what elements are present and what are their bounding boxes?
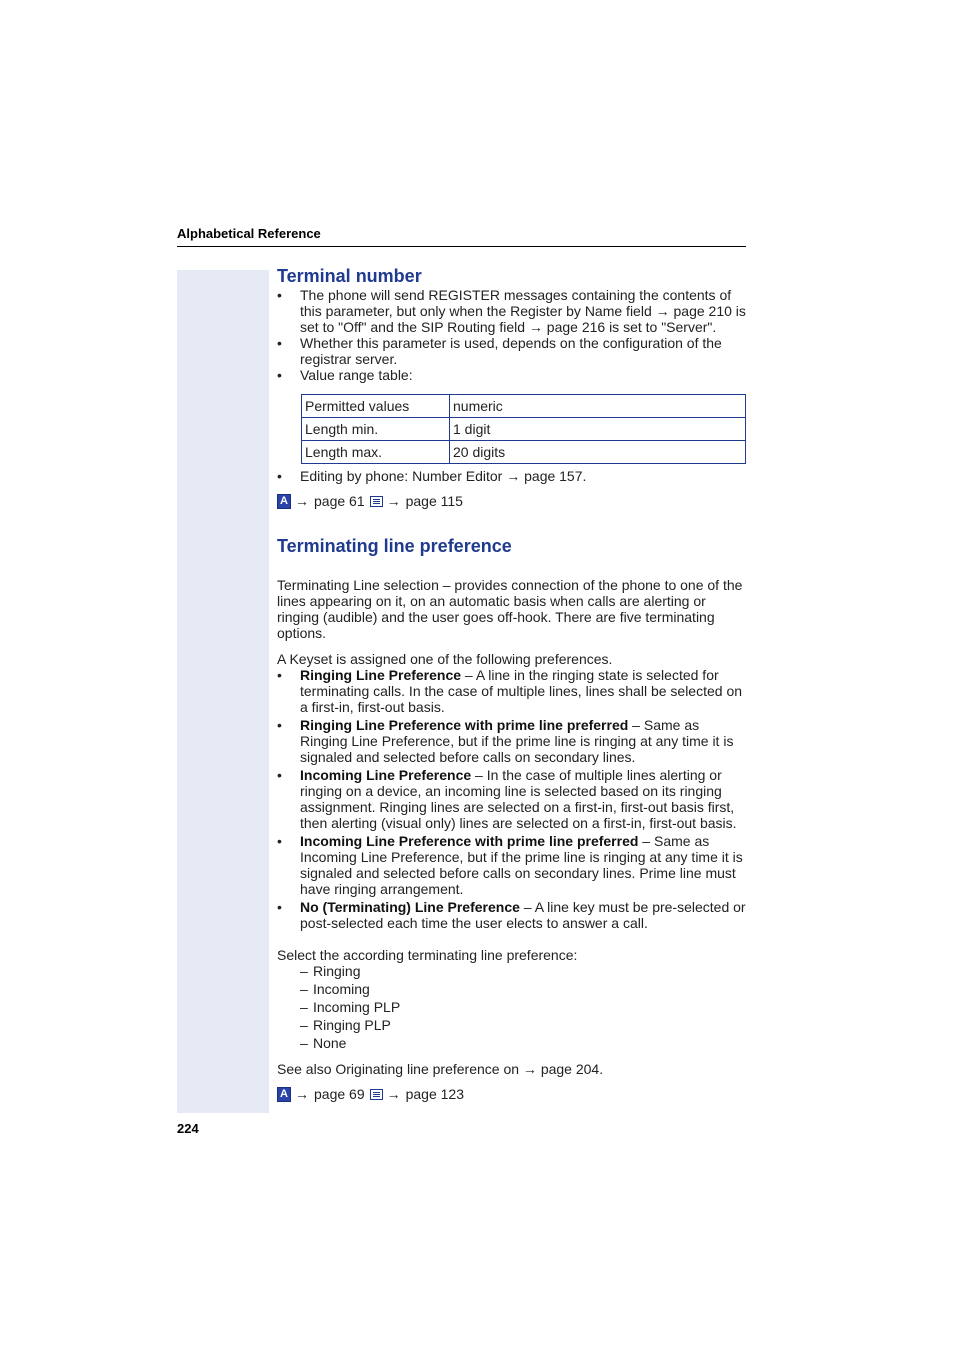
table-row: [302, 395, 746, 418]
page-number: 224: [177, 1121, 199, 1136]
arrow-right-icon: →: [295, 1086, 309, 1102]
main-content: [277, 265, 747, 1102]
table-cell: Length max.: [302, 441, 450, 464]
list-item: [277, 717, 747, 765]
preference-desc: – A line in the ringing state is selected for terminating calls. In the case of multiple lines, lines shall be selected on a first-in, first-out basis.: [300, 667, 743, 715]
list-item: – Ringing PLP: [300, 1017, 747, 1033]
list-item: • The phone will send REGISTER messages containing the contents of this parameter, but only when the Register by Name field → page 210 is set to "Off" and the SIP Routing field → page 216 is set to "Server".: [277, 287, 747, 335]
preferences-list: [277, 667, 747, 931]
table-row: [302, 441, 746, 464]
page-link[interactable]: page 115: [405, 493, 463, 509]
page-link[interactable]: page 61: [314, 493, 365, 509]
list-item: [277, 833, 747, 897]
preference-term: Ringing Line Preference with prime line preferred: [300, 717, 629, 733]
list-item: [277, 667, 747, 715]
list-item: • Editing by phone: Number Editor → page 157.: [277, 468, 747, 484]
preference-desc: – A line key must be pre-selected or post-selected each time the user elects to answer a call.: [300, 899, 746, 931]
margin-sidebar: [177, 270, 269, 1113]
table-cell: 20 digits: [450, 441, 746, 464]
editing-bullet: [277, 468, 747, 484]
arrow-right-icon: →: [386, 493, 401, 509]
terminal-number-bullets: [277, 287, 747, 383]
list-item: [277, 767, 747, 831]
preference-term: Ringing Line Preference: [300, 667, 462, 683]
list-item: – None: [300, 1035, 747, 1051]
list-item: • Value range table:: [277, 367, 747, 383]
arrow-right-icon: →: [386, 1086, 401, 1102]
table-cell: numeric: [450, 395, 746, 418]
list-item: – Ringing: [300, 963, 747, 979]
preference-term: Incoming Line Preference with prime line preferred: [300, 833, 639, 849]
list-menu-icon: [370, 1089, 383, 1100]
page-link[interactable]: page 123: [405, 1086, 465, 1102]
preference-term: Incoming Line Preference: [300, 767, 472, 783]
admin-a-icon: A: [277, 1087, 291, 1102]
running-header: Alphabetical Reference: [177, 226, 746, 247]
select-paragraph: Select the according terminating line preference:: [277, 947, 578, 963]
cross-reference-terminal-number: [277, 493, 747, 509]
preference-desc: – Same as Ringing Line Preference, but if the prime line is ringing at any time it is signaled and selected before calls on secondary lines.: [300, 717, 734, 765]
section-title-terminating-line-preference: Terminating line preference: [277, 536, 512, 556]
table-row: [302, 418, 746, 441]
value-range-table: [301, 394, 746, 464]
page-link[interactable]: page 69: [314, 1086, 365, 1102]
preference-desc: – Same as Incoming Line Preference, but if the prime line is ringing at any time it is signaled and selected before calls on secondary lines. Prime line must have ringing arrangement.: [300, 833, 743, 897]
see-also-paragraph: See also Originating line preference on → page 204.: [277, 1061, 604, 1077]
list-item: – Incoming PLP: [300, 999, 747, 1015]
assigned-paragraph: A Keyset is assigned one of the following preferences.: [277, 651, 613, 667]
intro-paragraph: Terminating Line selection – provides connection of the phone to one of the lines appearing on it, on an automatic basis when calls are alerting or ringing (audible) and the user goes off-hook. There are five terminating options.: [277, 577, 743, 641]
section-title-terminal-number: Terminal number: [277, 266, 422, 286]
list-item: • Whether this parameter is used, depends on the configuration of the registrar server.: [277, 335, 747, 367]
list-item: – Incoming: [300, 981, 747, 997]
list-menu-icon: [370, 496, 383, 507]
table-cell: Permitted values: [302, 395, 450, 418]
options-list: [277, 963, 747, 1051]
table-cell: 1 digit: [450, 418, 746, 441]
preference-desc: – In the case of multiple lines alerting or ringing on a device, an incoming line is selected based on its ringing assignment. Ringing lines are selected on a first-in, first-out basis first, then alerting (visual only) lines are selected on a first-in, first-out basis.: [300, 767, 737, 831]
preference-term: No (Terminating) Line Preference: [300, 899, 520, 915]
arrow-right-icon: →: [295, 493, 309, 509]
table-cell: Length min.: [302, 418, 450, 441]
list-item: [277, 899, 747, 931]
admin-a-icon: A: [277, 494, 291, 509]
cross-reference-terminating-line: [277, 1086, 747, 1102]
